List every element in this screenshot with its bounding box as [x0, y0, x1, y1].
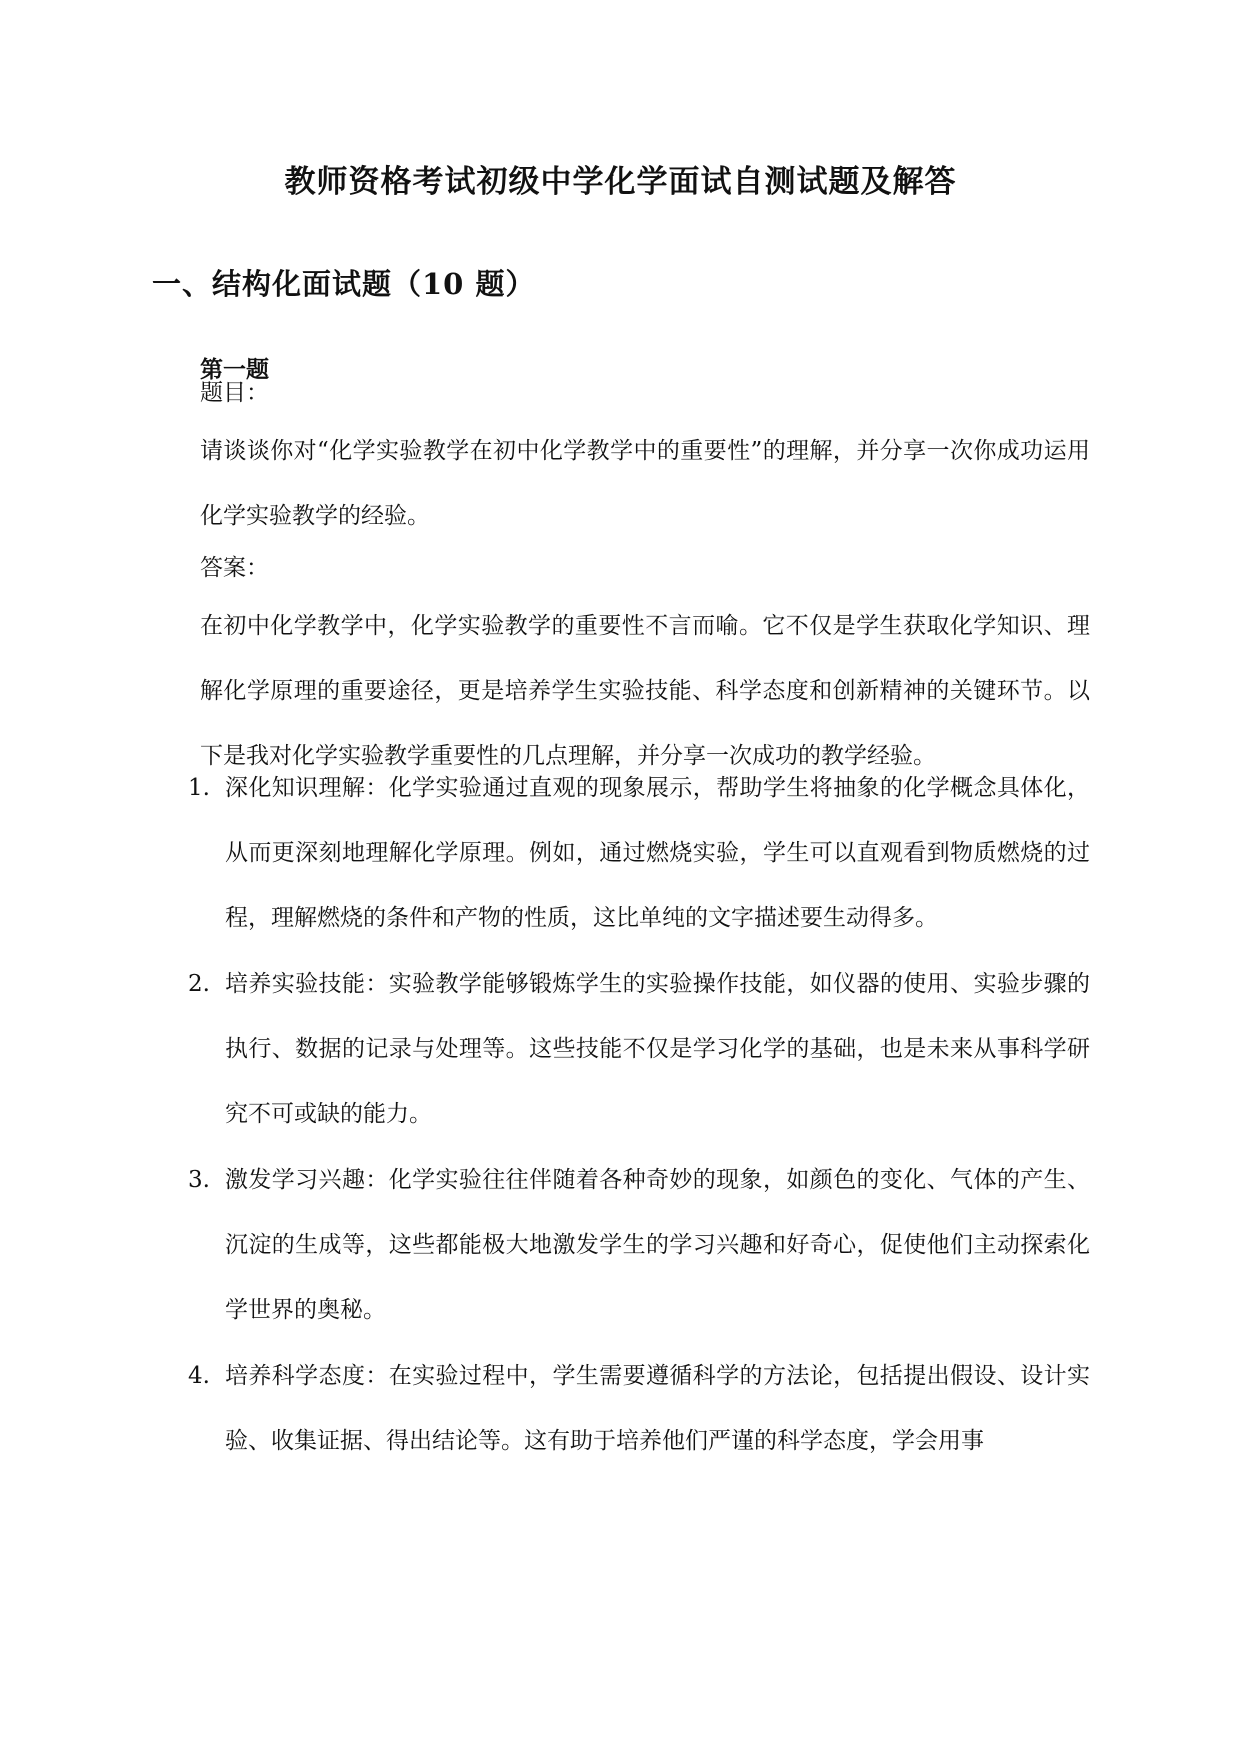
question-heading: 第一题: [200, 356, 269, 383]
list-item-text: 激发学习兴趣：化学实验往往伴随着各种奇妙的现象，如颜色的变化、气体的产生、沉淀的生成等，这些都能极大地激发学生的学习兴趣和好奇心，促使他们主动探索化学世界的奥秘。: [225, 1167, 1090, 1323]
list-number: 2.: [188, 971, 210, 997]
list-item-text: 深化知识理解：化学实验通过直观的现象展示，帮助学生将抽象的化学概念具体化，从而更深刻地理解化学原理。例如，通过燃烧实验，学生可以直观看到物质燃烧的过程，理解燃烧的条件和产物的性质，这比单纯的文字描述要生动得多。: [225, 775, 1090, 931]
section-heading: 一、结构化面试题（10 题）: [152, 267, 536, 301]
answer-intro: 在初中化学教学中，化学实验教学的重要性不言而喻。它不仅是学生获取化学知识、理解化学原理的重要途径，更是培养学生实验技能、科学态度和创新精神的关键环节。以下是我对化学实验教学重要性的几点理解，并分享一次成功的教学经验。: [200, 613, 1090, 769]
list-number: 4.: [188, 1363, 210, 1389]
answer-label: 答案：: [200, 555, 269, 581]
list-item-text: 培养科学态度：在实验过程中，学生需要遵循科学的方法论，包括提出假设、设计实验、收集证据、得出结论等。这有助于培养他们严谨的科学态度，学会用事: [225, 1363, 1090, 1454]
document-title: 教师资格考试初级中学化学面试自测试题及解答: [284, 164, 957, 200]
list-item-text: 培养实验技能：实验教学能够锻炼学生的实验操作技能，如仪器的使用、实验步骤的执行、数据的记录与处理等。这些技能不仅是学习化学的基础，也是未来从事科学研究不可或缺的能力。: [225, 971, 1090, 1127]
list-number: 1.: [188, 775, 210, 801]
question-label: 题目：: [200, 380, 269, 406]
question-text: 请谈谈你对“化学实验教学在初中化学教学中的重要性”的理解，并分享一次你成功运用化学实验教学的经验。: [200, 438, 1090, 529]
list-number: 3.: [188, 1167, 210, 1193]
